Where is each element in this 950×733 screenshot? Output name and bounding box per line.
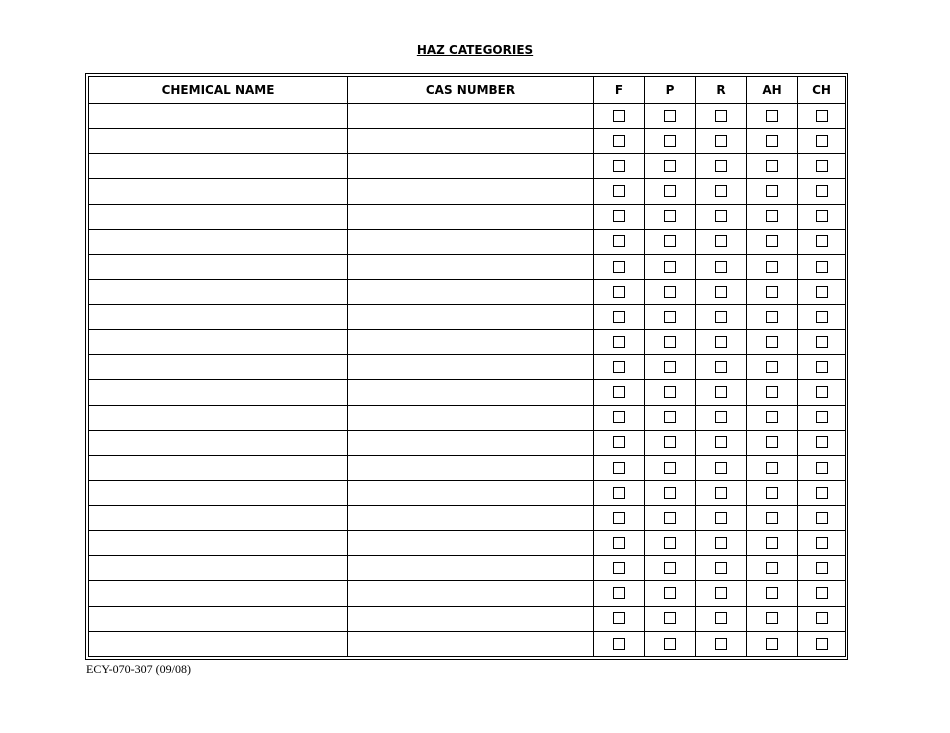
ah-checkbox-cell xyxy=(747,179,798,204)
f-checkbox[interactable] xyxy=(613,386,625,398)
ah-checkbox[interactable] xyxy=(766,562,778,574)
ah-checkbox[interactable] xyxy=(766,612,778,624)
ah-checkbox-cell xyxy=(747,305,798,330)
p-checkbox[interactable] xyxy=(664,261,676,273)
ch-checkbox-cell xyxy=(798,405,846,430)
p-checkbox-cell xyxy=(645,204,696,229)
table-row xyxy=(89,506,846,531)
f-checkbox[interactable] xyxy=(613,261,625,273)
ah-checkbox-cell xyxy=(747,254,798,279)
r-checkbox[interactable] xyxy=(715,261,727,273)
r-checkbox[interactable] xyxy=(715,462,727,474)
p-checkbox[interactable] xyxy=(664,361,676,373)
cas-number-cell[interactable] xyxy=(348,254,594,279)
cas-number-cell[interactable] xyxy=(348,506,594,531)
ch-checkbox[interactable] xyxy=(816,336,828,348)
p-checkbox[interactable] xyxy=(664,135,676,147)
r-checkbox[interactable] xyxy=(715,562,727,574)
column-header-p: P xyxy=(645,77,696,104)
ch-checkbox[interactable] xyxy=(816,587,828,599)
table-row xyxy=(89,355,846,380)
f-checkbox[interactable] xyxy=(613,185,625,197)
p-checkbox-cell xyxy=(645,606,696,631)
ah-checkbox[interactable] xyxy=(766,436,778,448)
f-checkbox[interactable] xyxy=(613,587,625,599)
r-checkbox[interactable] xyxy=(715,512,727,524)
ah-checkbox-cell xyxy=(747,129,798,154)
r-checkbox-cell xyxy=(696,179,747,204)
r-checkbox[interactable] xyxy=(715,235,727,247)
r-checkbox-cell xyxy=(696,154,747,179)
f-checkbox-cell xyxy=(594,179,645,204)
table-row xyxy=(89,380,846,405)
ah-checkbox[interactable] xyxy=(766,185,778,197)
ah-checkbox-cell xyxy=(747,330,798,355)
p-checkbox-cell xyxy=(645,305,696,330)
ah-checkbox-cell xyxy=(747,556,798,581)
chemical-name-cell[interactable] xyxy=(89,204,348,229)
f-checkbox[interactable] xyxy=(613,336,625,348)
r-checkbox[interactable] xyxy=(715,210,727,222)
ch-checkbox-cell xyxy=(798,480,846,505)
chemical-name-cell[interactable] xyxy=(89,129,348,154)
ch-checkbox[interactable] xyxy=(816,562,828,574)
p-checkbox[interactable] xyxy=(664,336,676,348)
table-row xyxy=(89,556,846,581)
r-checkbox-cell xyxy=(696,104,747,129)
column-header-chemical-name: CHEMICAL NAME xyxy=(89,77,348,104)
cas-number-cell[interactable] xyxy=(348,380,594,405)
r-checkbox-cell xyxy=(696,380,747,405)
r-checkbox-cell xyxy=(696,279,747,304)
cas-number-cell[interactable] xyxy=(348,455,594,480)
table-row xyxy=(89,480,846,505)
ah-checkbox[interactable] xyxy=(766,462,778,474)
f-checkbox-cell xyxy=(594,380,645,405)
chemical-name-cell[interactable] xyxy=(89,229,348,254)
cas-number-cell[interactable] xyxy=(348,556,594,581)
p-checkbox-cell xyxy=(645,129,696,154)
ch-checkbox-cell xyxy=(798,455,846,480)
r-checkbox[interactable] xyxy=(715,587,727,599)
ch-checkbox-cell xyxy=(798,279,846,304)
f-checkbox[interactable] xyxy=(613,612,625,624)
p-checkbox[interactable] xyxy=(664,286,676,298)
ah-checkbox[interactable] xyxy=(766,311,778,323)
ch-checkbox[interactable] xyxy=(816,160,828,172)
p-checkbox-cell xyxy=(645,405,696,430)
ah-checkbox-cell xyxy=(747,480,798,505)
p-checkbox[interactable] xyxy=(664,110,676,122)
chemical-name-cell[interactable] xyxy=(89,631,348,656)
chemical-name-cell[interactable] xyxy=(89,305,348,330)
f-checkbox[interactable] xyxy=(613,361,625,373)
f-checkbox-cell xyxy=(594,129,645,154)
ah-checkbox[interactable] xyxy=(766,411,778,423)
table-row xyxy=(89,430,846,455)
ch-checkbox-cell xyxy=(798,229,846,254)
r-checkbox-cell xyxy=(696,455,747,480)
f-checkbox-cell xyxy=(594,229,645,254)
p-checkbox-cell xyxy=(645,480,696,505)
p-checkbox[interactable] xyxy=(664,587,676,599)
ch-checkbox-cell xyxy=(798,430,846,455)
f-checkbox[interactable] xyxy=(613,462,625,474)
p-checkbox-cell xyxy=(645,279,696,304)
p-checkbox[interactable] xyxy=(664,235,676,247)
ch-checkbox-cell xyxy=(798,581,846,606)
cas-number-cell[interactable] xyxy=(348,305,594,330)
ah-checkbox-cell xyxy=(747,606,798,631)
r-checkbox[interactable] xyxy=(715,487,727,499)
ah-checkbox-cell xyxy=(747,279,798,304)
ch-checkbox-cell xyxy=(798,556,846,581)
f-checkbox[interactable] xyxy=(613,411,625,423)
table-row xyxy=(89,129,846,154)
ah-checkbox[interactable] xyxy=(766,336,778,348)
ah-checkbox[interactable] xyxy=(766,361,778,373)
table-row xyxy=(89,455,846,480)
ah-checkbox-cell xyxy=(747,631,798,656)
ch-checkbox-cell xyxy=(798,531,846,556)
f-checkbox-cell xyxy=(594,556,645,581)
ch-checkbox[interactable] xyxy=(816,185,828,197)
p-checkbox[interactable] xyxy=(664,512,676,524)
r-checkbox[interactable] xyxy=(715,638,727,650)
table-row xyxy=(89,229,846,254)
p-checkbox-cell xyxy=(645,455,696,480)
f-checkbox[interactable] xyxy=(613,235,625,247)
ah-checkbox-cell xyxy=(747,204,798,229)
cas-number-cell[interactable] xyxy=(348,179,594,204)
table-row xyxy=(89,330,846,355)
ch-checkbox[interactable] xyxy=(816,537,828,549)
table-row xyxy=(89,305,846,330)
p-checkbox[interactable] xyxy=(664,210,676,222)
r-checkbox[interactable] xyxy=(715,411,727,423)
f-checkbox[interactable] xyxy=(613,286,625,298)
r-checkbox-cell xyxy=(696,204,747,229)
cas-number-cell[interactable] xyxy=(348,531,594,556)
r-checkbox[interactable] xyxy=(715,135,727,147)
ah-checkbox-cell xyxy=(747,355,798,380)
cas-number-cell[interactable] xyxy=(348,480,594,505)
f-checkbox[interactable] xyxy=(613,512,625,524)
ah-checkbox[interactable] xyxy=(766,512,778,524)
p-checkbox[interactable] xyxy=(664,612,676,624)
ah-checkbox[interactable] xyxy=(766,135,778,147)
chemical-name-cell[interactable] xyxy=(89,279,348,304)
r-checkbox-cell xyxy=(696,330,747,355)
ch-checkbox-cell xyxy=(798,380,846,405)
f-checkbox[interactable] xyxy=(613,562,625,574)
ah-checkbox-cell xyxy=(747,104,798,129)
r-checkbox[interactable] xyxy=(715,185,727,197)
cas-number-cell[interactable] xyxy=(348,355,594,380)
ch-checkbox[interactable] xyxy=(816,487,828,499)
chemical-name-cell[interactable] xyxy=(89,506,348,531)
cas-number-cell[interactable] xyxy=(348,204,594,229)
f-checkbox-cell xyxy=(594,154,645,179)
chemical-name-cell[interactable] xyxy=(89,154,348,179)
f-checkbox[interactable] xyxy=(613,436,625,448)
p-checkbox-cell xyxy=(645,154,696,179)
chemical-name-cell[interactable] xyxy=(89,104,348,129)
r-checkbox-cell xyxy=(696,129,747,154)
r-checkbox-cell xyxy=(696,556,747,581)
r-checkbox[interactable] xyxy=(715,361,727,373)
r-checkbox[interactable] xyxy=(715,537,727,549)
chemical-name-cell[interactable] xyxy=(89,330,348,355)
ah-checkbox-cell xyxy=(747,506,798,531)
f-checkbox-cell xyxy=(594,104,645,129)
p-checkbox-cell xyxy=(645,355,696,380)
ah-checkbox[interactable] xyxy=(766,235,778,247)
f-checkbox-cell xyxy=(594,204,645,229)
p-checkbox-cell xyxy=(645,254,696,279)
r-checkbox-cell xyxy=(696,229,747,254)
chemical-name-cell[interactable] xyxy=(89,480,348,505)
ch-checkbox[interactable] xyxy=(816,462,828,474)
ch-checkbox[interactable] xyxy=(816,411,828,423)
f-checkbox-cell xyxy=(594,330,645,355)
r-checkbox[interactable] xyxy=(715,436,727,448)
ch-checkbox[interactable] xyxy=(816,436,828,448)
f-checkbox[interactable] xyxy=(613,210,625,222)
p-checkbox[interactable] xyxy=(664,462,676,474)
ah-checkbox-cell xyxy=(747,531,798,556)
r-checkbox-cell xyxy=(696,581,747,606)
r-checkbox[interactable] xyxy=(715,160,727,172)
table-row xyxy=(89,154,846,179)
ch-checkbox[interactable] xyxy=(816,210,828,222)
r-checkbox-cell xyxy=(696,254,747,279)
r-checkbox-cell xyxy=(696,355,747,380)
f-checkbox-cell xyxy=(594,606,645,631)
r-checkbox[interactable] xyxy=(715,311,727,323)
f-checkbox[interactable] xyxy=(613,537,625,549)
form-number: ECY-070-307 (09/08) xyxy=(86,662,191,676)
chemical-name-cell[interactable] xyxy=(89,581,348,606)
cas-number-cell[interactable] xyxy=(348,405,594,430)
r-checkbox-cell xyxy=(696,606,747,631)
table-row xyxy=(89,631,846,656)
cas-number-cell[interactable] xyxy=(348,279,594,304)
table-header-row xyxy=(89,77,846,104)
ah-checkbox[interactable] xyxy=(766,286,778,298)
ah-checkbox-cell xyxy=(747,405,798,430)
ch-checkbox-cell xyxy=(798,129,846,154)
f-checkbox-cell xyxy=(594,279,645,304)
table-body xyxy=(89,104,846,657)
ah-checkbox-cell xyxy=(747,430,798,455)
p-checkbox-cell xyxy=(645,430,696,455)
cas-number-cell[interactable] xyxy=(348,330,594,355)
f-checkbox[interactable] xyxy=(613,487,625,499)
f-checkbox[interactable] xyxy=(613,311,625,323)
f-checkbox-cell xyxy=(594,355,645,380)
cas-number-cell[interactable] xyxy=(348,229,594,254)
p-checkbox-cell xyxy=(645,380,696,405)
ch-checkbox[interactable] xyxy=(816,612,828,624)
p-checkbox[interactable] xyxy=(664,638,676,650)
haz-categories-table-frame xyxy=(85,73,848,660)
ah-checkbox-cell xyxy=(747,380,798,405)
ch-checkbox[interactable] xyxy=(816,135,828,147)
ah-checkbox-cell xyxy=(747,455,798,480)
ch-checkbox-cell xyxy=(798,154,846,179)
f-checkbox-cell xyxy=(594,405,645,430)
f-checkbox-cell xyxy=(594,506,645,531)
chemical-name-cell[interactable] xyxy=(89,531,348,556)
ah-checkbox[interactable] xyxy=(766,261,778,273)
f-checkbox[interactable] xyxy=(613,160,625,172)
cas-number-cell[interactable] xyxy=(348,430,594,455)
p-checkbox-cell xyxy=(645,581,696,606)
ch-checkbox[interactable] xyxy=(816,261,828,273)
p-checkbox[interactable] xyxy=(664,411,676,423)
cas-number-cell[interactable] xyxy=(348,104,594,129)
table-row xyxy=(89,104,846,129)
ch-checkbox-cell xyxy=(798,355,846,380)
r-checkbox[interactable] xyxy=(715,612,727,624)
chemical-name-cell[interactable] xyxy=(89,179,348,204)
chemical-name-cell[interactable] xyxy=(89,355,348,380)
ah-checkbox[interactable] xyxy=(766,110,778,122)
cas-number-cell[interactable] xyxy=(348,581,594,606)
column-header-f: F xyxy=(594,77,645,104)
r-checkbox[interactable] xyxy=(715,286,727,298)
ch-checkbox-cell xyxy=(798,179,846,204)
ah-checkbox[interactable] xyxy=(766,210,778,222)
f-checkbox-cell xyxy=(594,531,645,556)
p-checkbox-cell xyxy=(645,179,696,204)
chemical-name-cell[interactable] xyxy=(89,556,348,581)
ch-checkbox-cell xyxy=(798,631,846,656)
table-row xyxy=(89,606,846,631)
form-title: HAZ CATEGORIES xyxy=(416,43,534,57)
ah-checkbox[interactable] xyxy=(766,537,778,549)
f-checkbox[interactable] xyxy=(613,110,625,122)
p-checkbox[interactable] xyxy=(664,487,676,499)
ah-checkbox-cell xyxy=(747,154,798,179)
ah-checkbox-cell xyxy=(747,581,798,606)
ah-checkbox[interactable] xyxy=(766,160,778,172)
r-checkbox-cell xyxy=(696,430,747,455)
ah-checkbox[interactable] xyxy=(766,487,778,499)
f-checkbox[interactable] xyxy=(613,638,625,650)
table-row xyxy=(89,204,846,229)
ch-checkbox[interactable] xyxy=(816,512,828,524)
ah-checkbox[interactable] xyxy=(766,386,778,398)
f-checkbox-cell xyxy=(594,581,645,606)
p-checkbox-cell xyxy=(645,104,696,129)
chemical-name-cell[interactable] xyxy=(89,455,348,480)
p-checkbox-cell xyxy=(645,556,696,581)
f-checkbox[interactable] xyxy=(613,135,625,147)
ch-checkbox-cell xyxy=(798,606,846,631)
chemical-name-cell[interactable] xyxy=(89,380,348,405)
chemical-name-cell[interactable] xyxy=(89,430,348,455)
p-checkbox[interactable] xyxy=(664,311,676,323)
ch-checkbox[interactable] xyxy=(816,361,828,373)
f-checkbox-cell xyxy=(594,631,645,656)
p-checkbox-cell xyxy=(645,506,696,531)
table-row xyxy=(89,405,846,430)
cas-number-cell[interactable] xyxy=(348,606,594,631)
ch-checkbox-cell xyxy=(798,506,846,531)
ch-checkbox[interactable] xyxy=(816,110,828,122)
ch-checkbox-cell xyxy=(798,305,846,330)
cas-number-cell[interactable] xyxy=(348,631,594,656)
ch-checkbox[interactable] xyxy=(816,311,828,323)
f-checkbox-cell xyxy=(594,305,645,330)
f-checkbox-cell xyxy=(594,455,645,480)
ch-checkbox[interactable] xyxy=(816,386,828,398)
chemical-name-cell[interactable] xyxy=(89,606,348,631)
p-checkbox-cell xyxy=(645,229,696,254)
r-checkbox-cell xyxy=(696,506,747,531)
r-checkbox-cell xyxy=(696,405,747,430)
r-checkbox-cell xyxy=(696,631,747,656)
ch-checkbox-cell xyxy=(798,330,846,355)
ch-checkbox-cell xyxy=(798,204,846,229)
table-row xyxy=(89,279,846,304)
chemical-name-cell[interactable] xyxy=(89,405,348,430)
p-checkbox[interactable] xyxy=(664,436,676,448)
cas-number-cell[interactable] xyxy=(348,154,594,179)
column-header-r: R xyxy=(696,77,747,104)
p-checkbox[interactable] xyxy=(664,562,676,574)
table-row xyxy=(89,531,846,556)
p-checkbox[interactable] xyxy=(664,386,676,398)
cas-number-cell[interactable] xyxy=(348,129,594,154)
ch-checkbox[interactable] xyxy=(816,638,828,650)
haz-categories-table xyxy=(88,76,846,657)
r-checkbox[interactable] xyxy=(715,336,727,348)
p-checkbox[interactable] xyxy=(664,537,676,549)
r-checkbox[interactable] xyxy=(715,110,727,122)
p-checkbox-cell xyxy=(645,330,696,355)
f-checkbox-cell xyxy=(594,430,645,455)
table-row xyxy=(89,179,846,204)
ch-checkbox[interactable] xyxy=(816,235,828,247)
r-checkbox-cell xyxy=(696,480,747,505)
table-row xyxy=(89,254,846,279)
ch-checkbox-cell xyxy=(798,104,846,129)
ah-checkbox[interactable] xyxy=(766,638,778,650)
p-checkbox-cell xyxy=(645,631,696,656)
chemical-name-cell[interactable] xyxy=(89,254,348,279)
ah-checkbox-cell xyxy=(747,229,798,254)
ah-checkbox[interactable] xyxy=(766,587,778,599)
p-checkbox[interactable] xyxy=(664,185,676,197)
p-checkbox-cell xyxy=(645,531,696,556)
ch-checkbox-cell xyxy=(798,254,846,279)
column-header-ah: AH xyxy=(747,77,798,104)
r-checkbox[interactable] xyxy=(715,386,727,398)
p-checkbox[interactable] xyxy=(664,160,676,172)
r-checkbox-cell xyxy=(696,531,747,556)
column-header-ch: CH xyxy=(798,77,846,104)
table-row xyxy=(89,581,846,606)
ch-checkbox[interactable] xyxy=(816,286,828,298)
f-checkbox-cell xyxy=(594,480,645,505)
column-header-cas-number: CAS NUMBER xyxy=(348,77,594,104)
f-checkbox-cell xyxy=(594,254,645,279)
r-checkbox-cell xyxy=(696,305,747,330)
